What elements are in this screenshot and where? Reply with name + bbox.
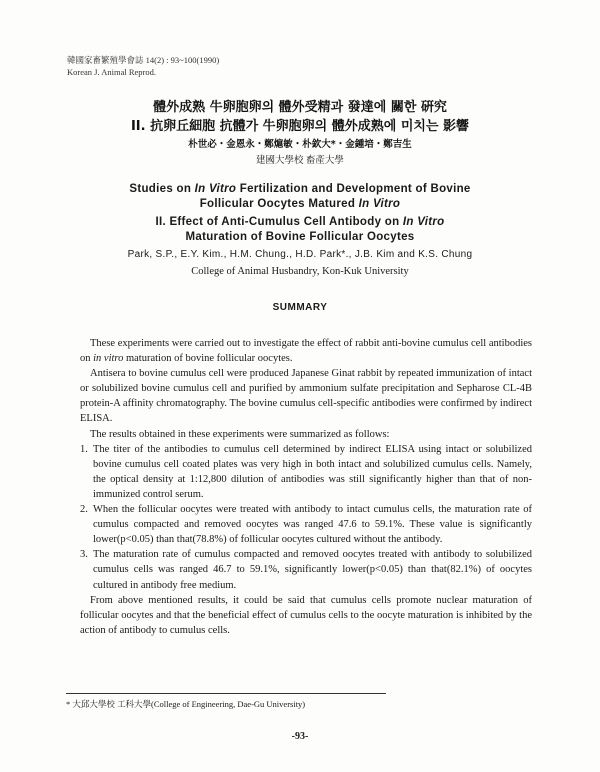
summary-paragraph-1	[80, 336, 532, 366]
para-italic: in vitro	[93, 353, 124, 365]
result-item	[80, 547, 532, 592]
korean-title-main: 體外成熟 牛卵胞卵의 體外受精과 發達에 關한 硏究	[153, 100, 447, 115]
result-text: When the follicular oocytes were treated with antibody to intact cumulus cells, the maturation rate of cumulus compacted and removed oocytes was ranged 47.6 to 59.1%. These value is significantly lower(p<0.05) than that(78.8%) of follicular oocytes cultured without the antibody.	[93, 504, 532, 546]
title-text: Studies on	[129, 183, 195, 195]
title-text: II. Effect of Anti-Cumulus Cell Antibody on	[155, 216, 403, 228]
result-text: The maturation rate of cumulus compacted and removed oocytes treated with antibody to solubilized cumulus cells was ranged 46.7 to 59.1%, significantly lower(p<0.05) than that(82.1%) of oocytes cultured in antibody free medium.	[93, 549, 532, 591]
footnote: * 大邱大學校 工科大學(College of Engineering, Dae-Gu University)	[66, 699, 306, 709]
para-text: These experiments were carried out to investigate the effect of rabbit anti-bovine cumulus cell antibodies on	[80, 338, 532, 365]
korean-authors: 朴世必・金恩永・鄭熩敏・朴欽大*・金鍾培・鄭吉生	[188, 139, 412, 150]
page-number: -93-	[291, 731, 309, 742]
korean-affiliation: 建國大學校 畜產大學	[256, 156, 344, 166]
title-italic: In Vitro	[402, 216, 445, 228]
summary-body	[80, 336, 532, 638]
english-title-line1	[0, 183, 600, 195]
english-authors: Park, S.P., E.Y. Kim., H.M. Chung., H.D. Park*., J.B. Kim and K.S. Chung	[127, 249, 473, 260]
para-text: maturation of bovine follicular oocytes.	[123, 353, 293, 365]
summary-paragraph-3: The results obtained in these experiments were summarized as follows:	[90, 428, 390, 440]
journal-citation-line: 韓國家畜繁殖學會誌 14(2) : 93~100(1990)	[67, 55, 220, 65]
journal-citation	[67, 54, 219, 78]
summary-heading: SUMMARY	[272, 302, 328, 313]
english-subtitle-line1	[0, 216, 600, 228]
results-list	[80, 442, 532, 593]
summary-paragraph-4: From above mentioned results, it could be said that cumulus cells promote nuclear maturation of follicular oocytes and that the beneficial effect of cumulus cells to the oocyte maturation is inhibited by the action of antibody to cumulus cells.	[80, 594, 532, 636]
result-number: 1.	[80, 443, 88, 455]
korean-title-sub: II. 抗卵丘細胞 抗體가 牛卵胞卵의 體外成熟에 미치는 影響	[130, 119, 470, 134]
summary-paragraph-2: Antisera to bovine cumulus cell were produced Japanese Ginat rabbit by repeated immunization of intact or solubilized bovine cumulus cell and purified by ammonium sulfate precipitation and Sepharose CL-4B protein-A affinity chromatography. The bovine cumulus cell-specific antibodies were confirmed by indirect ELISA.	[80, 368, 532, 425]
journal-name-en: Korean J. Animal Reprod.	[67, 67, 156, 77]
footnote-divider	[66, 693, 386, 694]
title-italic: In Vitro	[358, 198, 401, 210]
title-text: Follicular Oocytes Matured	[199, 198, 359, 210]
result-item	[80, 502, 532, 547]
title-text: Fertilization and Development of Bovine	[236, 183, 471, 195]
result-number: 3.	[80, 549, 88, 561]
title-italic: In Vitro	[194, 183, 237, 195]
english-subtitle-line2: Maturation of Bovine Follicular Oocytes	[185, 231, 415, 243]
english-affiliation: College of Animal Husbandry, Kon-Kuk University	[191, 266, 409, 277]
english-title-line2	[0, 198, 600, 210]
result-number: 2.	[80, 504, 88, 516]
result-item	[80, 442, 532, 502]
result-text: The titer of the antibodies to cumulus cell determined by indirect ELISA using intact or solubilized bovine cumulus cell coated plates was very high in both intact and solubilized cumulus cells. Namely, the optical density at 1:12,800 dilution of antibodies was still significantly higher than that of non-immunized control serum.	[93, 443, 532, 500]
